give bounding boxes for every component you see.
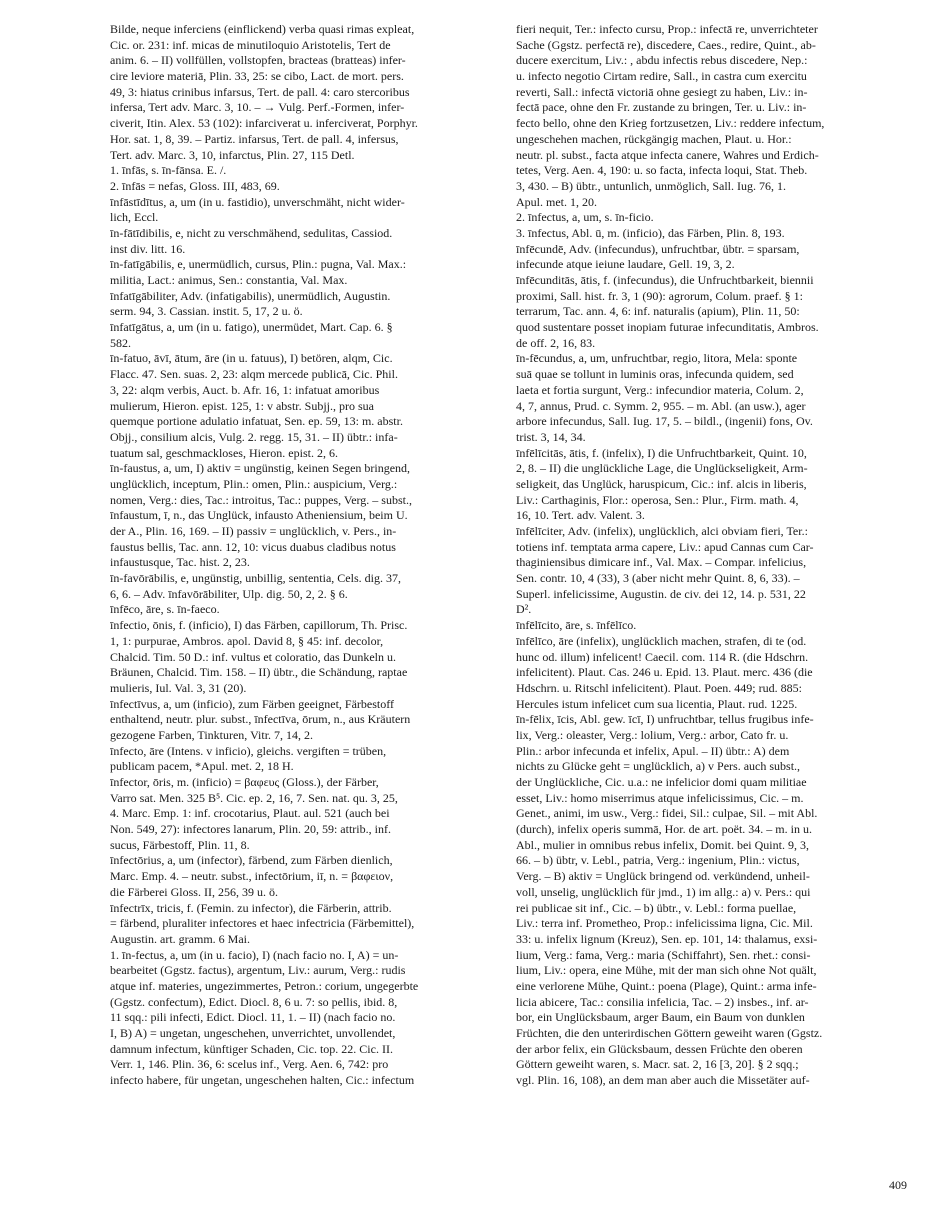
text-line: īnfēlīcitās, ātis, f. (infelix), I) die Unfruchtbarkeit, Quint. 10, [516, 445, 807, 460]
text-line: anim. 6. – II) vollfüllen, vollstopfen, bracteas (bratteas) infer- [110, 53, 406, 68]
text-line: voll, unselig, unglücklich für jmd., 1) im allg.: a) v. Pers.: qui [516, 884, 811, 899]
text-line: 6, 6. – Adv. īnfavōrābiliter, Ulp. dig. 50, 2, 2. § 6. [110, 586, 348, 601]
text-line: Flacc. 47. Sen. suas. 2, 23: alqm mercede publicā, Cic. Phil. [110, 367, 398, 382]
text-line: Augustin. art. gramm. 6 Mai. [110, 931, 250, 946]
text-line: die Färberei Gloss. II, 256, 39 u. ö. [110, 884, 278, 899]
text-line: unglücklich, inceptum, Plin.: omen, Plin.: auspicium, Verg.: [110, 476, 398, 491]
text-line: proximi, Sall. hist. fr. 3, 1 (90): agrorum, Colum. praef. § 1: [516, 288, 803, 303]
text-line: 2, 8. – II) die unglückliche Lage, die Unglückseligkeit, Arm- [516, 461, 808, 476]
text-line: nomen, Verg.: dies, Tac.: introitus, Tac.: puppes, Verg. – subst., [110, 492, 412, 507]
text-line: damnum infectum, künftiger Schaden, Cic. top. 22. Cic. II. [110, 1041, 393, 1056]
text-line: sucus, Färbestoff, Plin. 11, 8. [110, 837, 250, 852]
text-line: infecunde atque ieiune laudare, Gell. 19, 3, 2. [516, 257, 735, 272]
text-line: militia, Lact.: animus, Sen.: constantia, Val. Max. [110, 273, 348, 287]
text-line: īnfāstīdītus, a, um (in u. fastidio), unverschmäht, nicht wider- [110, 194, 405, 209]
text-line: Liv.: terra inf. Prometheo, Prop.: infelicissima ligna, Cic. Mil. [516, 916, 813, 931]
text-line: fieri nequit, Ter.: infecto cursu, Prop.: infectā re, unverrichteter [516, 22, 818, 36]
text-line: suā quae se tollunt in luminis oras, infecunda quidem, sed [516, 367, 794, 382]
text-line: īnfectrīx, tricis, f. (Femin. zu infector), die Färberin, attrib. [110, 900, 392, 915]
text-line: Plin.: arbor infecunda et infelix, Apul. – II) übtr.: A) dem [516, 743, 790, 758]
text-line: enthaltend, neutr. plur. subst., īnfectīva, ōrum, n., aus Kräutern [110, 712, 411, 727]
text-line: infelicitent). Plaut. Cas. 246 u. Epid. 13. Plaut. merc. 436 (die [516, 665, 813, 680]
left-column [110, 22, 500, 1089]
text-line: I, B) A) = ungetan, ungeschehen, unverrichtet, unvollendet, [110, 1026, 396, 1040]
text-line: Apul. met. 1, 20. [516, 194, 597, 209]
text-line: totiens inf. temptata arma capere, Liv.: apud Cannas cum Car- [516, 539, 814, 554]
text-line: Bräunen, Chalcid. Tim. 158. – II) übtr., die Schändung, raptae [110, 665, 408, 680]
text-line: īnfectīvus, a, um (inficio), zum Färben geeignet, Färbestoff [110, 696, 395, 711]
text-line: fectā pace, ohne den Fr. zustande zu bringen, Ter. u. Liv.: in- [516, 100, 807, 115]
text-line: 11 sqq.: pili infecti, Edict. Diocl. 11, 1. – II) (nach facio no. [110, 1010, 396, 1025]
text-line: = färbend, pluraliter infectores et haec infectricia (Färbemittel), [110, 916, 415, 931]
text-line: der Unglückliche, Cic. u.a.: ne infelicior domi quam militiae [516, 775, 807, 789]
text-line: serm. 94, 3. Cassian. instit. 5, 17, 2 u. ö. [110, 304, 303, 319]
text-line: laeta et fortia surgunt, Verg.: infecundior materia, Colum. 2, [516, 382, 804, 397]
text-line: vgl. Plin. 16, 108), an dem man aber auch die Missetäter auf- [516, 1073, 810, 1088]
text-line: 3, 22: alqm verbis, Auct. b. Afr. 16, 1: infatuat amoribus [110, 382, 380, 397]
text-line: mulieris, Iul. Val. 3, 31 (20). [110, 680, 247, 695]
text-line: atque inf. materies, ungezimmertes, Petron.: corium, ungegerbte [110, 978, 419, 993]
text-line: īnfēcunditās, ātis, f. (infecundus), die Unfruchtbarkeit, biennii [516, 273, 814, 287]
text-line: Verr. 1, 146. Plin. 36, 6: scelus inf., Verg. Aen. 6, 742: pro [110, 1057, 389, 1072]
text-line: gezogene Farben, Tinkturen, Vitr. 7, 14, 2. [110, 727, 314, 742]
text-line: 33: u. infelix lignum (Kreuz), Sen. ep. 101, 14: thalamus, exsi- [516, 931, 818, 946]
page-number: 409 [889, 1178, 907, 1192]
text-line: 3, 430. – B) übtr., untunlich, unmöglich, Sall. Iug. 76, 1. [516, 178, 786, 193]
text-line: faustus bellis, Tac. ann. 12, 10: vicus duabus cladibus notus [110, 539, 396, 554]
text-line: eine verlorene Mühe, Quint.: poena (Plage), Quint.: arma infe- [516, 978, 817, 993]
text-line: reverti, Sall.: infectā victoriā ohne gesiegt zu haben, Liv.: in- [516, 84, 808, 99]
text-line: (durch), infelix operis summā, Hor. de art. poët. 34. – m. in u. [516, 822, 812, 837]
text-line: lium, Liv.: opera, eine Mühe, mit der man sich ohne Not quält, [516, 963, 817, 978]
text-line: Liv.: Carthaginis, Flor.: operosa, Sen.: Plur., Firm. math. 4, [516, 492, 799, 507]
text-line: (Ggstz. confectum), Edict. Diocl. 8, 6 u. 7: so pellis, ibid. 8, [110, 994, 398, 1009]
text-line: 1. īn-fectus, a, um (in u. facio), I) (nach facio no. I, A) = un- [110, 947, 399, 962]
text-line: Objj., consilium alcis, Vulg. 2. regg. 15, 31. – II) übtr.: infa- [110, 429, 398, 444]
text-line: bearbeitet (Ggstz. factus), argentum, Liv.: aurum, Verg.: rudis [110, 963, 406, 978]
text-line: lich, Eccl. [110, 210, 159, 225]
text-line: īnfēcundē, Adv. (infecundus), unfruchtbar, übtr. = sparsam, [516, 241, 800, 256]
text-line: īnfēlīciter, Adv. (infelix), unglücklich, alci obviam fieri, Ter.: [516, 524, 808, 538]
text-line: 49, 3: hiatus crinibus infarsus, Tert. de pall. 4: caro stercoribus [110, 84, 410, 99]
text-line: rei publicae sit inf., Cic. – b) übtr., v. Lebl.: forma puellae, [516, 900, 797, 915]
text-line: īn-fēcundus, a, um, unfruchtbar, regio, litora, Mela: sponte [516, 351, 798, 366]
right-column [516, 22, 906, 1089]
text-line: esset, Liv.: homo miserrimus atque infelicissimus, Cic. – m. [516, 790, 804, 805]
text-line: bor, ein Unglücksbaum, arger Baum, ein Baum von dunklen [516, 1010, 805, 1025]
text-line: publicam pacem, *Apul. met. 2, 18 H. [110, 759, 294, 774]
text-line: īn-fēlix, īcis, Abl. gew. īcī, I) unfruchtbar, tellus frugibus infe- [516, 712, 814, 727]
text-line: 4, 7, annus, Prud. c. Symm. 2, 955. – m. Abl. (an usw.), ager [516, 398, 806, 413]
text-line: ducere exercitum, Liv.: , abdu infectis rebus discedere, Nep.: [516, 53, 808, 68]
text-line: Genet., animi, im usw., Verg.: fidei, Sil.: culpae, Sil. – mit Abl. [516, 806, 818, 821]
text-line: hunc od. illum) infelicent! Caecil. com. 114 R. (die Hdschrn. [516, 649, 809, 664]
text-line: infecto habere, für ungetan, ungeschehen halten, Cic.: infectum [110, 1073, 415, 1088]
text-line: Sen. contr. 10, 4 (33), 3 (aber nicht mehr Quint. 8, 6, 33). – [516, 571, 800, 586]
text-line: īn-fatuo, āvī, ātum, āre (in u. fatuus), I) betören, alqm, Cic. [110, 351, 393, 366]
text-line: terrarum, Tac. ann. 4, 6: inf. naturalis (apium), Plin. 11, 50: [516, 304, 800, 319]
text-line: Non. 549, 27): infectores lanarum, Plin. 20, 59: attrib., inf. [110, 822, 391, 837]
text-line: Bilde, neque inferciens (einflickend) verba quasi rimas expleat, [110, 22, 415, 36]
text-line: 16, 10. Tert. adv. Valent. 3. [516, 508, 645, 523]
text-line: der A., Plin. 16, 169. – II) passiv = unglücklich, v. Pers., in- [110, 524, 397, 538]
text-line: Hercules istum infelicet cum sua licentia, Plaut. rud. 1225. [516, 696, 798, 711]
text-line: infaustusque, Tac. hist. 2, 23. [110, 555, 250, 570]
text-line: īnfectio, ōnis, f. (inficio), I) das Färben, capillorum, Th. Prisc. [110, 618, 408, 633]
text-line: neutr. pl. subst., facta atque infecta canere, Wahres und Erdich- [516, 147, 819, 162]
text-line: seligkeit, das Unglück, haruspicum, Cic.: inf. alcis in liberis, [516, 476, 807, 491]
text-line: inst div. litt. 16. [110, 241, 186, 256]
text-line: lix, Verg.: oleaster, Verg.: lolium, Verg.: arbor, Cato fr. u. [516, 727, 789, 742]
text-line: Hor. sat. 1, 8, 39. – Partiz. infarsus, Tert. de pall. 4, infersus, [110, 131, 399, 146]
text-line: 3. īnfectus, Abl. ū, m. (inficio), das Färben, Plin. 8, 193. [516, 225, 785, 240]
text-line: īnfēlīcito, āre, s. īnfēlīco. [516, 618, 637, 633]
text-line: Göttern geweiht waren, s. Macr. sat. 2, 16 [3, 20]. § 2 sqq.; [516, 1057, 799, 1072]
text-line: 66. – b) übtr, v. Lebl., patria, Verg.: ingenium, Plin.: victus, [516, 853, 800, 868]
text-line: arbore infecundus, Sall. Iug. 17, 5. – bildl., (ingenii) fons, Ov. [516, 414, 813, 429]
text-line: lium, Verg.: fama, Verg.: maria (Schiffahrt), Sen. rhet.: consi- [516, 947, 811, 962]
text-line: 1. īnfās, s. īn-fānsa. E. /. [110, 163, 227, 178]
text-line: ungeschehen machen, rückgängig machen, Plaut. u. Hor.: [516, 131, 792, 146]
text-line: licia abicere, Tac.: consilia infelicia, Tac. – 2) insbes., inf. ar- [516, 994, 809, 1009]
text-line: 582. [110, 335, 131, 350]
text-line: īnfector, ōris, m. (inficio) = βαφευς (Gloss.), der Färber, [110, 775, 379, 789]
text-line: Tert. adv. Marc. 3, 10, infarctus, Plin. 27, 115 Detl. [110, 147, 355, 162]
text-line: īn-favōrābilis, e, ungünstig, unbillig, sententia, Cels. dig. 37, [110, 571, 401, 586]
text-line: u. infecto negotio Cirtam redire, Sall., in castra cum exercitu [516, 69, 807, 84]
text-line: Früchten, die den unterirdischen Göttern geweiht waren (Ggstz. [516, 1026, 823, 1040]
text-line: īnfaustum, ī, n., das Unglück, infausto Atheniensium, beim U. [110, 508, 408, 523]
text-line: de off. 2, 16, 83. [516, 335, 596, 350]
text-line: īnfatīgātus, a, um (in u. fatigo), unermüdet, Mart. Cap. 6. § [110, 320, 393, 335]
text-line: thaginiensibus dimicare inf., Val. Max. – Compar. infelicius, [516, 555, 807, 570]
text-line: Hdschrn. u. Ritschl infelicitent). Plaut. Poen. 449; rud. 885: [516, 680, 802, 695]
text-line: 1, 1: purpurae, Ambros. apol. David 8, § 45: inf. decolor, [110, 633, 384, 648]
text-line: der arbor felix, ein Glücksbaum, dessen Früchte den oberen [516, 1041, 803, 1056]
text-line: 4. Marc. Emp. 1: inf. crocotarius, Plaut. aul. 521 (auch bei [110, 806, 390, 821]
text-line: nichts zu Glücke geht = unglücklich, a) v Pers. auch subst., [516, 759, 801, 774]
text-line: īnfecto, āre (Intens. v inficio), gleichs. vergiften = trüben, [110, 743, 387, 758]
text-line: īn-fātīdibilis, e, nicht zu verschmähend, sedulitas, Cassiod. [110, 225, 393, 240]
text-line: īn-fatīgābilis, e, unermüdlich, cursus, Plin.: pugna, Val. Max.: [110, 257, 407, 272]
text-line: fecto bello, ohne den Krieg fortzusetzen, Liv.: reddere infectum, [516, 116, 825, 131]
text-line: Chalcid. Tim. 50 D.: inf. vultus et coloratio, das Dunkeln u. [110, 649, 396, 664]
text-line: mulierum, Hieron. epist. 125, 1: v abstr. Subjj., pro sua [110, 398, 374, 413]
text-line: īn-faustus, a, um, I) aktiv = ungünstig, keinen Segen bringend, [110, 461, 411, 476]
text-line: Sache (Ggstz. perfectā re), discedere, Caes., redire, Quint., ab- [516, 37, 816, 52]
text-line: D². [516, 602, 532, 617]
text-line: 2. īnfectus, a, um, s. īn-ficio. [516, 210, 654, 225]
text-line: quemque portione adulatio infatuat, Sen. ep. 59, 13: m. abstr. [110, 414, 403, 429]
text-line: cire leviore materiā, Plin. 33, 25: se cibo, Lact. de mort. pers. [110, 69, 404, 84]
text-line: Cic. or. 231: inf. micas de minutiloquio Aristotelis, Tert de [110, 37, 391, 52]
text-line: Superl. infelicissime, Augustin. de civ. dei 12, 14. p. 531, 22 [516, 586, 806, 601]
text-line: infersa, Tert adv. Marc. 3, 10. – → Vulg. Perf.-Formen, infer- [110, 100, 405, 115]
text-line: trist. 3, 14, 34. [516, 429, 586, 444]
text-line: īnfēlīco, āre (infelix), unglücklich machen, strafen, di te (od. [516, 633, 807, 648]
text-line: tetes, Verg. Aen. 4, 190: u. so facta, infecta loqui, Stat. Theb. [516, 163, 808, 178]
text-line: Varro sat. Men. 325 B⁵. Cic. ep. 2, 16, 7. Sen. nat. qu. 3, 25, [110, 790, 398, 805]
text-line: īnfēco, āre, s. īn-faeco. [110, 602, 220, 617]
text-line: Verg. – B) aktiv = Unglück bringend od. verkündend, unheil- [516, 869, 810, 884]
text-line: Marc. Emp. 4. – neutr. subst., infectōrium, iī, n. = βαφειον, [110, 869, 394, 884]
text-line: īnfectōrius, a, um (infector), färbend, zum Färben dienlich, [110, 853, 393, 868]
text-line: 2. īnfās = nefas, Gloss. III, 483, 69. [110, 178, 280, 193]
text-line: civerit, Itin. Alex. 53 (102): infarciverat u. inferciverat, Porphyr. [110, 116, 418, 131]
text-line: tuatum sal, geschmackloses, Hieron. epist. 2, 6. [110, 445, 338, 460]
text-line: quod sustentare posset inopiam futurae infecunditatis, Ambros. [516, 320, 819, 335]
text-line: īnfatīgābiliter, Adv. (infatigabilis), unermüdlich, Augustin. [110, 288, 391, 303]
text-line: Abl., mulier in omnibus rebus infelix, Domit. bei Quint. 9, 3, [516, 837, 809, 852]
